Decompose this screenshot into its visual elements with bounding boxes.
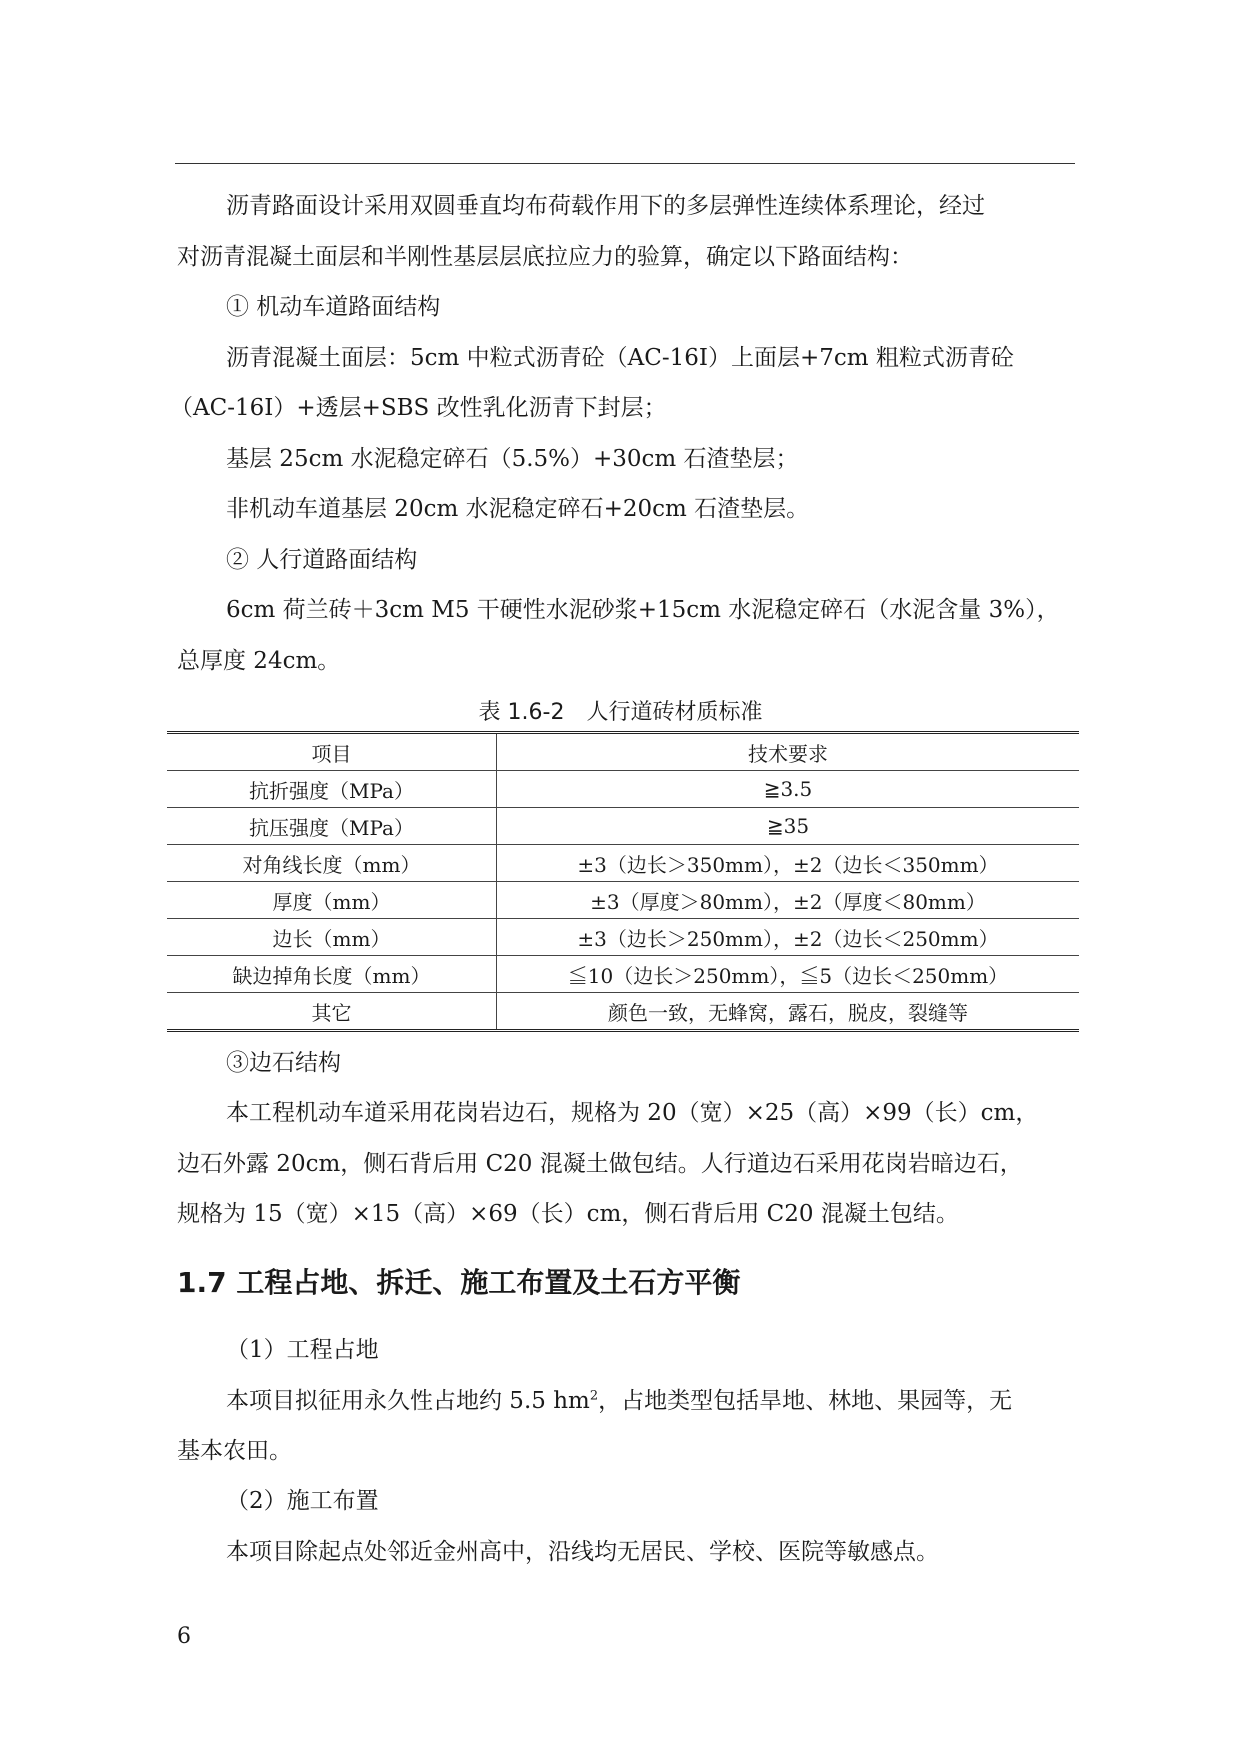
table-cell: 对角线长度（mm） [167,845,497,882]
subheading-motor-lane: ① 机动车道路面结构 [226,294,441,320]
paragraph-line: 沥青混凝土面层：5cm 中粒式沥青砼（AC-16I）上面层+7cm 粗粒式沥青砼 [226,345,1014,371]
paragraph-line: 非机动车道基层 20cm 水泥稳定碎石+20cm 石渣垫层。 [226,496,810,522]
paragraph-line: 沥青路面设计采用双圆垂直均布荷载作用下的多层弹性连续体系理论，经过 [226,193,985,219]
paragraph-line: 6cm 荷兰砖＋3cm M5 干硬性水泥砂浆+15cm 水泥稳定碎石（水泥含量 3%）， [226,597,1060,623]
text-span: 本项目拟征用永久性占地约 5.5 hm [226,1388,590,1414]
table-cell: ≧3.5 [497,771,1080,808]
table-row [167,956,1079,993]
table-cell: ±3（边长＞250mm），±2（边长＜250mm） [497,919,1080,956]
paragraph-line: 本项目除起点处邻近金州高中，沿线均无居民、学校、医院等敏感点。 [226,1539,939,1565]
table-row [167,845,1079,882]
paragraph-line: 总厚度 24cm。 [177,648,341,674]
section-heading: 1.7 工程占地、拆迁、施工布置及土石方平衡 [177,1266,741,1299]
subheading-sidewalk: ② 人行道路面结构 [226,547,418,573]
table-row [167,771,1079,808]
table-row [167,993,1079,1031]
paragraph-line: 基本农田。 [177,1438,292,1464]
header-rule [175,163,1075,164]
table-cell: 抗折强度（MPa） [167,771,497,808]
table-cell: 其它 [167,993,497,1031]
subheading-construction: （2）施工布置 [226,1488,379,1514]
paragraph-line [226,1385,1012,1417]
material-standard-table [167,731,1079,1032]
table-header-row [167,733,1079,771]
paragraph-line: 基层 25cm 水泥稳定碎石（5.5%）+30cm 石渣垫层； [226,446,799,472]
page-number: 6 [177,1624,191,1649]
subheading-curb: ③边石结构 [226,1050,341,1076]
table-cell: 抗压强度（MPa） [167,808,497,845]
superscript: 2 [589,1388,599,1404]
table-cell: 边长（mm） [167,919,497,956]
paragraph-line: （AC-16I）+透层+SBS 改性乳化沥青下封层； [170,395,667,421]
table-header-cell: 项目 [167,733,497,771]
text-span: ，占地类型包括旱地、林地、果园等，无 [598,1388,1013,1414]
paragraph-line: 本工程机动车道采用花岗岩边石，规格为 20（宽）×25（高）×99（长）cm， [226,1100,1039,1126]
paragraph-line: 边石外露 20cm，侧石背后用 C20 混凝土做包结。人行道边石采用花岗岩暗边石， [177,1151,1023,1177]
table-cell: 缺边掉角长度（mm） [167,956,497,993]
table-row [167,919,1079,956]
table-caption: 表 1.6-2 人行道砖材质标准 [478,700,763,725]
paragraph-line: 规格为 15（宽）×15（高）×69（长）cm，侧石背后用 C20 混凝土包结。 [177,1201,959,1227]
table-cell: ±3（边长＞350mm），±2（边长＜350mm） [497,845,1080,882]
table-header-cell: 技术要求 [497,733,1080,771]
subheading-land-use: （1）工程占地 [226,1337,379,1363]
paragraph-line: 对沥青混凝土面层和半刚性基层层底拉应力的验算，确定以下路面结构： [177,244,913,270]
table-row [167,808,1079,845]
table-cell: 颜色一致，无蜂窝，露石，脱皮，裂缝等 [497,993,1080,1031]
table-cell: ≦10（边长＞250mm），≦5（边长＜250mm） [497,956,1080,993]
table-cell: ±3（厚度＞80mm），±2（厚度＜80mm） [497,882,1080,919]
table-cell: ≧35 [497,808,1080,845]
table-cell: 厚度（mm） [167,882,497,919]
table-row [167,882,1079,919]
